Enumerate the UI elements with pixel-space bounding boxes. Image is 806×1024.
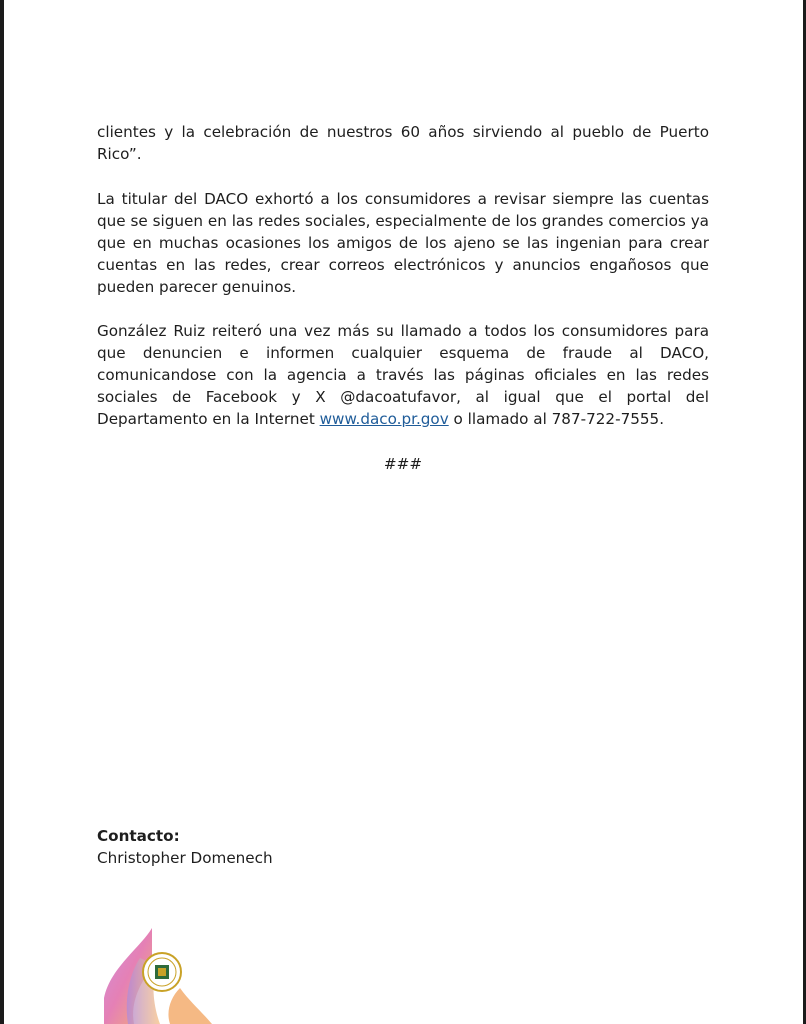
paragraph-celebration: clientes y la celebración de nuestros 60 años sirviendo al pueblo de Puerto Rico”. [97,123,709,163]
government-seal-logo-icon [100,928,220,1024]
paragraph-fraud-report-phone: o llamado al 787-722-7555. [448,410,665,428]
contact-label: Contacto: [97,827,180,845]
contact-name: Christopher Domenech [97,849,273,867]
paragraph-fraud-report-text: González Ruiz reiteró una vez más su llamado a todos los consumidores para que denuncien e informen cualquier esquema de fraude al DACO, comunicandose con la agencia a través las páginas oficiales en las redes sociales de Facebook y X @dacoatufavor, al igual que el portal del Departamento en la Internet [97,322,709,428]
end-separator: ### [383,455,423,473]
paragraph-consumer-warning: La titular del DACO exhortó a los consumidores a revisar siempre las cuentas que se siguen en las redes sociales, especialmente de los grandes comercios ya que en muchas ocasiones los amigos de los ajeno se las ingenian para crear cuentas en las redes, crear correos electrónicos y anuncios engañosos que pueden parecer genuinos. [97,190,709,296]
document-page [4,0,803,1024]
paragraph-fraud-report [97,320,709,430]
daco-website-link[interactable]: www.daco.pr.gov [319,410,449,428]
